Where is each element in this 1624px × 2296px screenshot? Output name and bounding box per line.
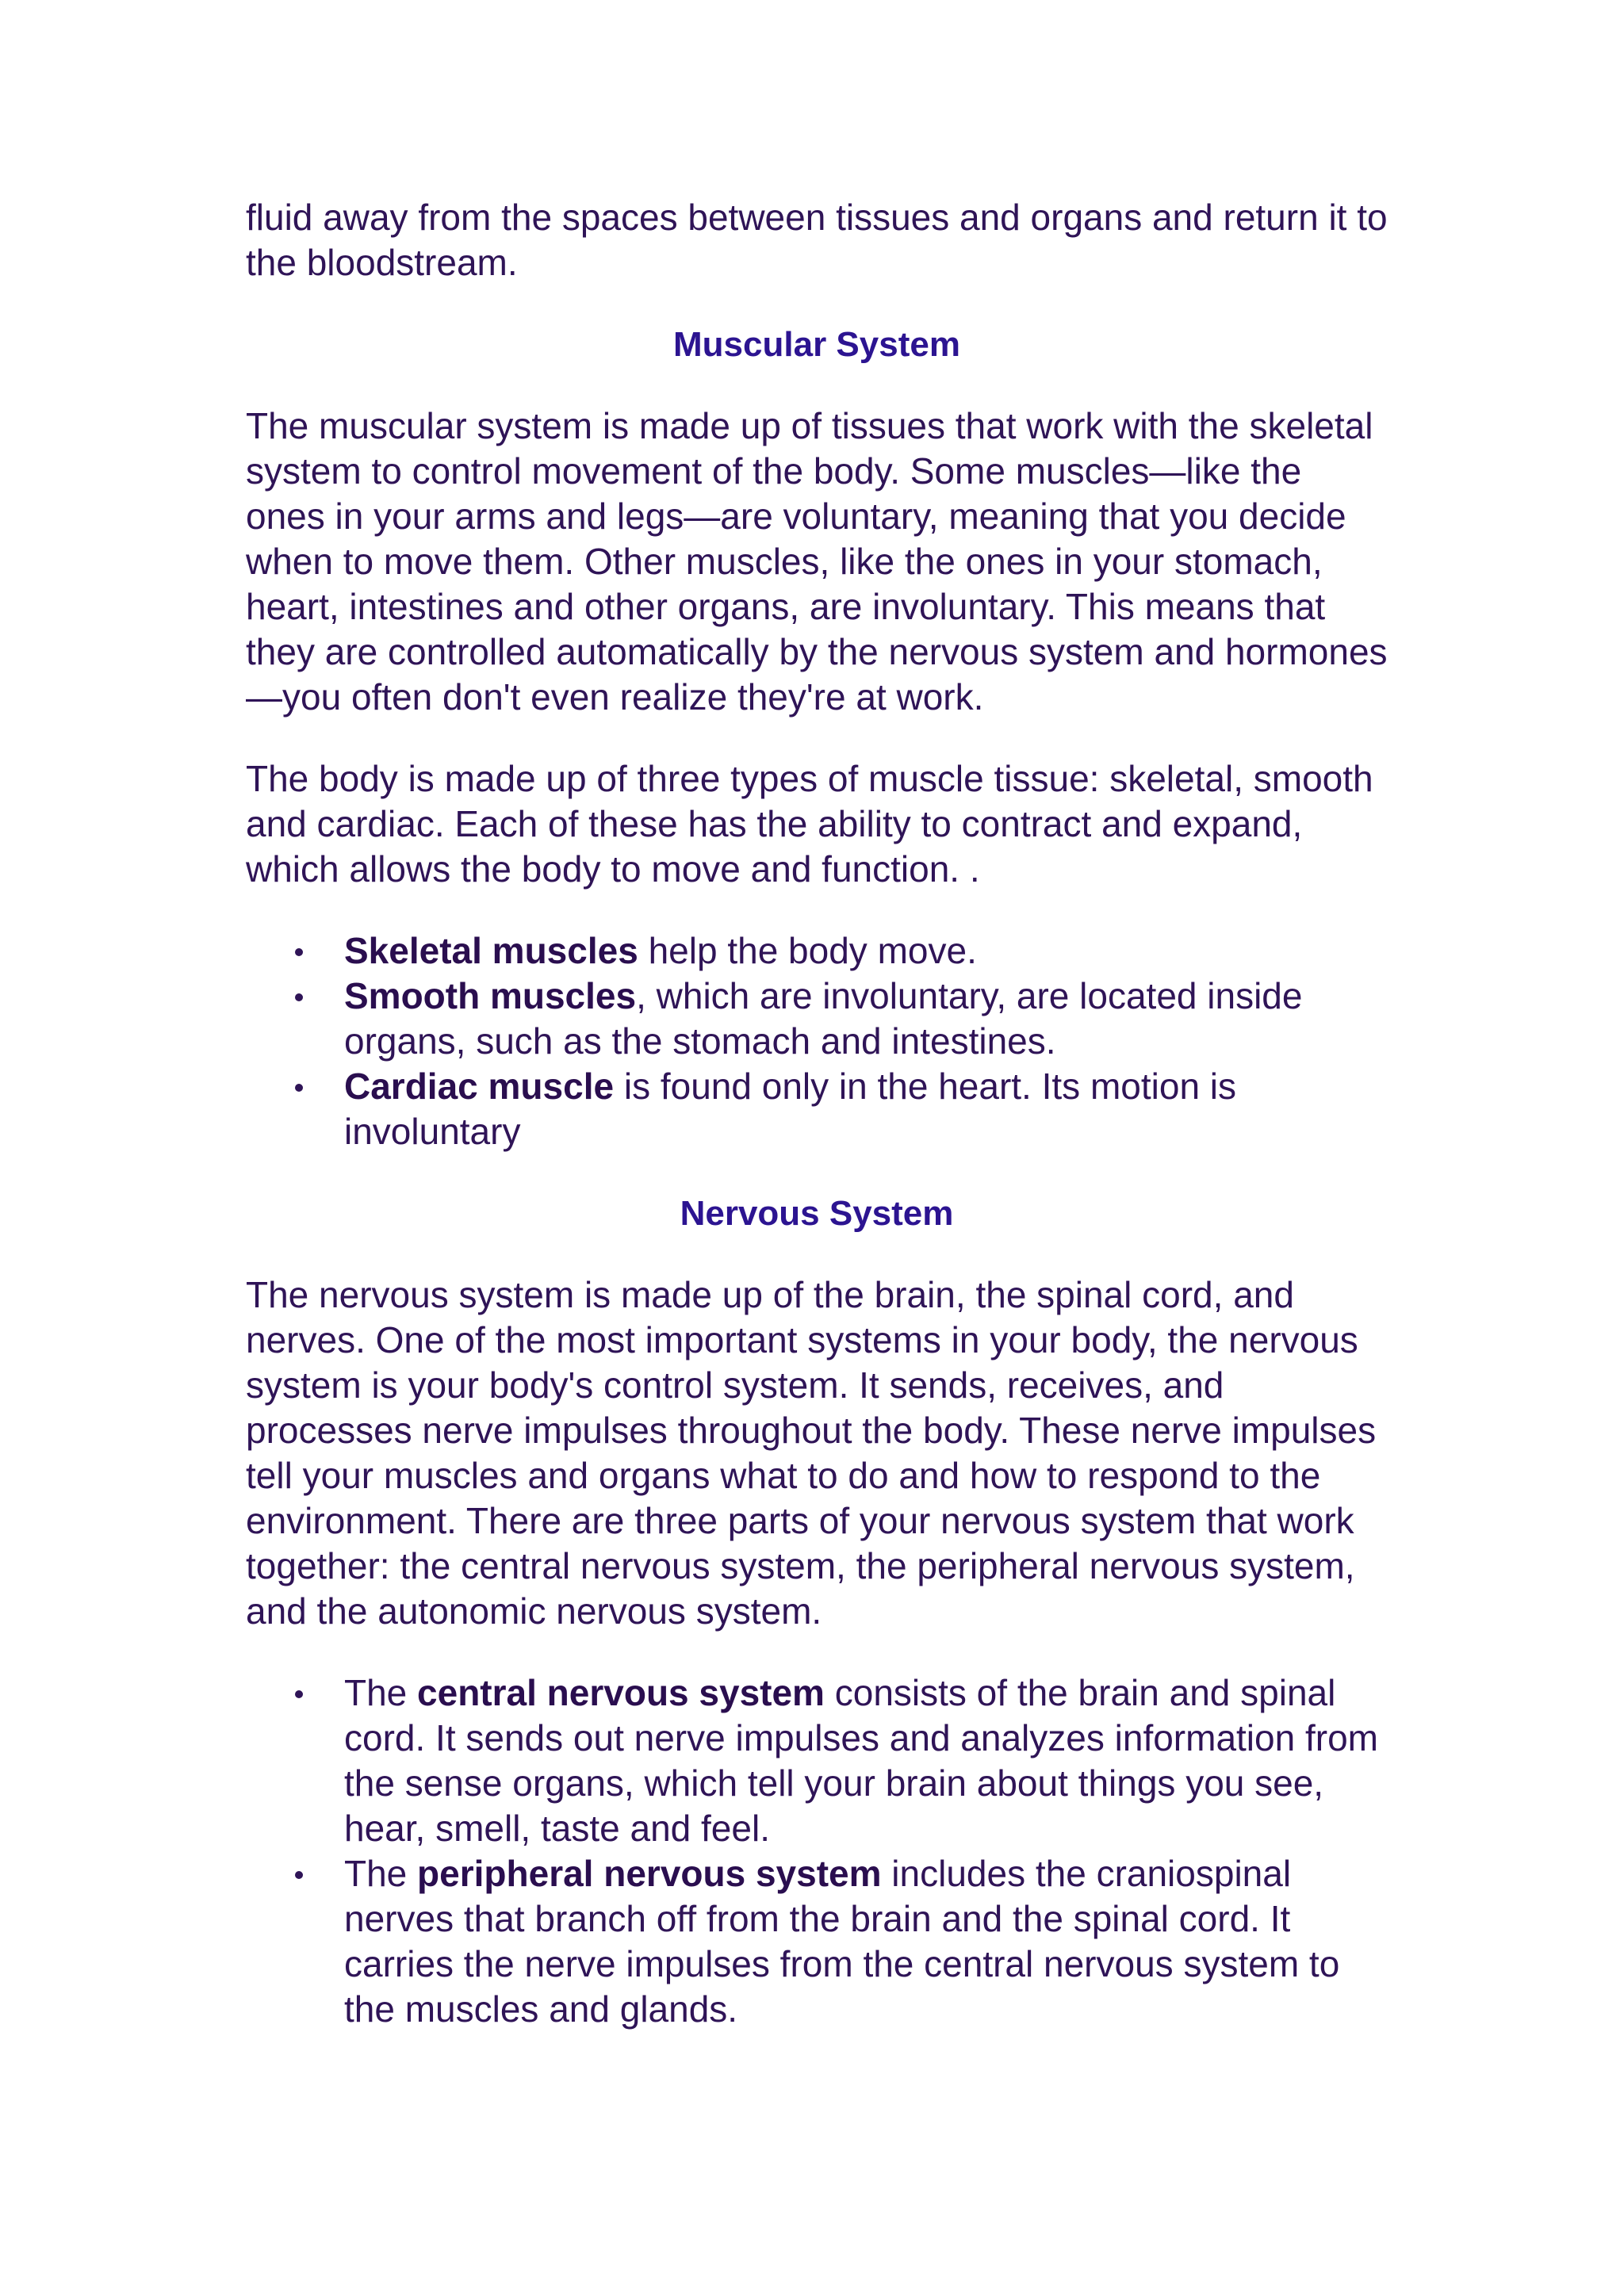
muscle-types-list xyxy=(246,928,1388,1154)
muscular-paragraph-2: The body is made up of three types of muscle tissue: skeletal, smooth and cardiac. Each of these has the ability to contract and expand, which allows the body to move and function. . xyxy=(246,758,1373,890)
list-item-term: Skeletal muscles xyxy=(344,930,638,971)
list-item-term: peripheral nervous system xyxy=(417,1853,882,1894)
nervous-parts-list xyxy=(246,1670,1388,2032)
muscular-paragraph-1: The muscular system is made up of tissues that work with the skeletal system to control movement of the body. Some muscles—like the ones in your arms and legs—are voluntary, meaning that you decide when to move them. Other muscles, like the ones in your stomach, heart, intestines and other organs, are involuntary. This means that they are controlled automatically by the nervous system and hormones—you often don't even realize they're at work. xyxy=(246,405,1388,718)
list-item-term: central nervous system xyxy=(417,1672,825,1713)
list-item-text: is found only in the heart. Its motion is involuntary xyxy=(344,1066,1237,1152)
list-item xyxy=(344,1851,1388,2032)
list-item xyxy=(344,1064,1388,1154)
nervous-paragraph-1: The nervous system is made up of the brain, the spinal cord, and nerves. One of the most important systems in your body, the nervous system is your body's control system. It sends, receives, and processes nerve impulses throughout the body. These nerve impulses tell your muscles and organs what to do and how to respond to the environment. There are three parts of your nervous system that work together: the central nervous system, the peripheral nervous system, and the autonomic nervous system. xyxy=(246,1274,1377,1632)
list-item xyxy=(344,1670,1388,1851)
list-item-text: includes the craniospinal nerves that branch off from the brain and the spinal cord. It carries the nerve impulses from the central nervous system to the muscles and glands. xyxy=(344,1853,1340,2030)
list-item-text: , which are involuntary, are located inside organs, such as the stomach and intestines. xyxy=(344,975,1303,1062)
list-item-prefix: The xyxy=(344,1672,418,1713)
list-item-term: Smooth muscles xyxy=(344,975,637,1016)
list-item xyxy=(344,928,1388,974)
muscular-system-heading: Muscular System xyxy=(673,325,960,364)
document-page xyxy=(246,195,1388,2068)
list-item-text: help the body move. xyxy=(638,930,977,971)
intro-paragraph: fluid away from the spaces between tissues and organs and return it to the bloodstream. xyxy=(246,197,1388,283)
list-item xyxy=(344,974,1388,1064)
list-item-term: Cardiac muscle xyxy=(344,1066,615,1107)
list-item-prefix: The xyxy=(344,1853,418,1894)
nervous-system-heading: Nervous System xyxy=(680,1194,954,1233)
list-item-text: consists of the brain and spinal cord. It sends out nerve impulses and analyzes information from the sense organs, which tell your brain about things you see, hear, smell, taste and feel. xyxy=(344,1672,1378,1849)
